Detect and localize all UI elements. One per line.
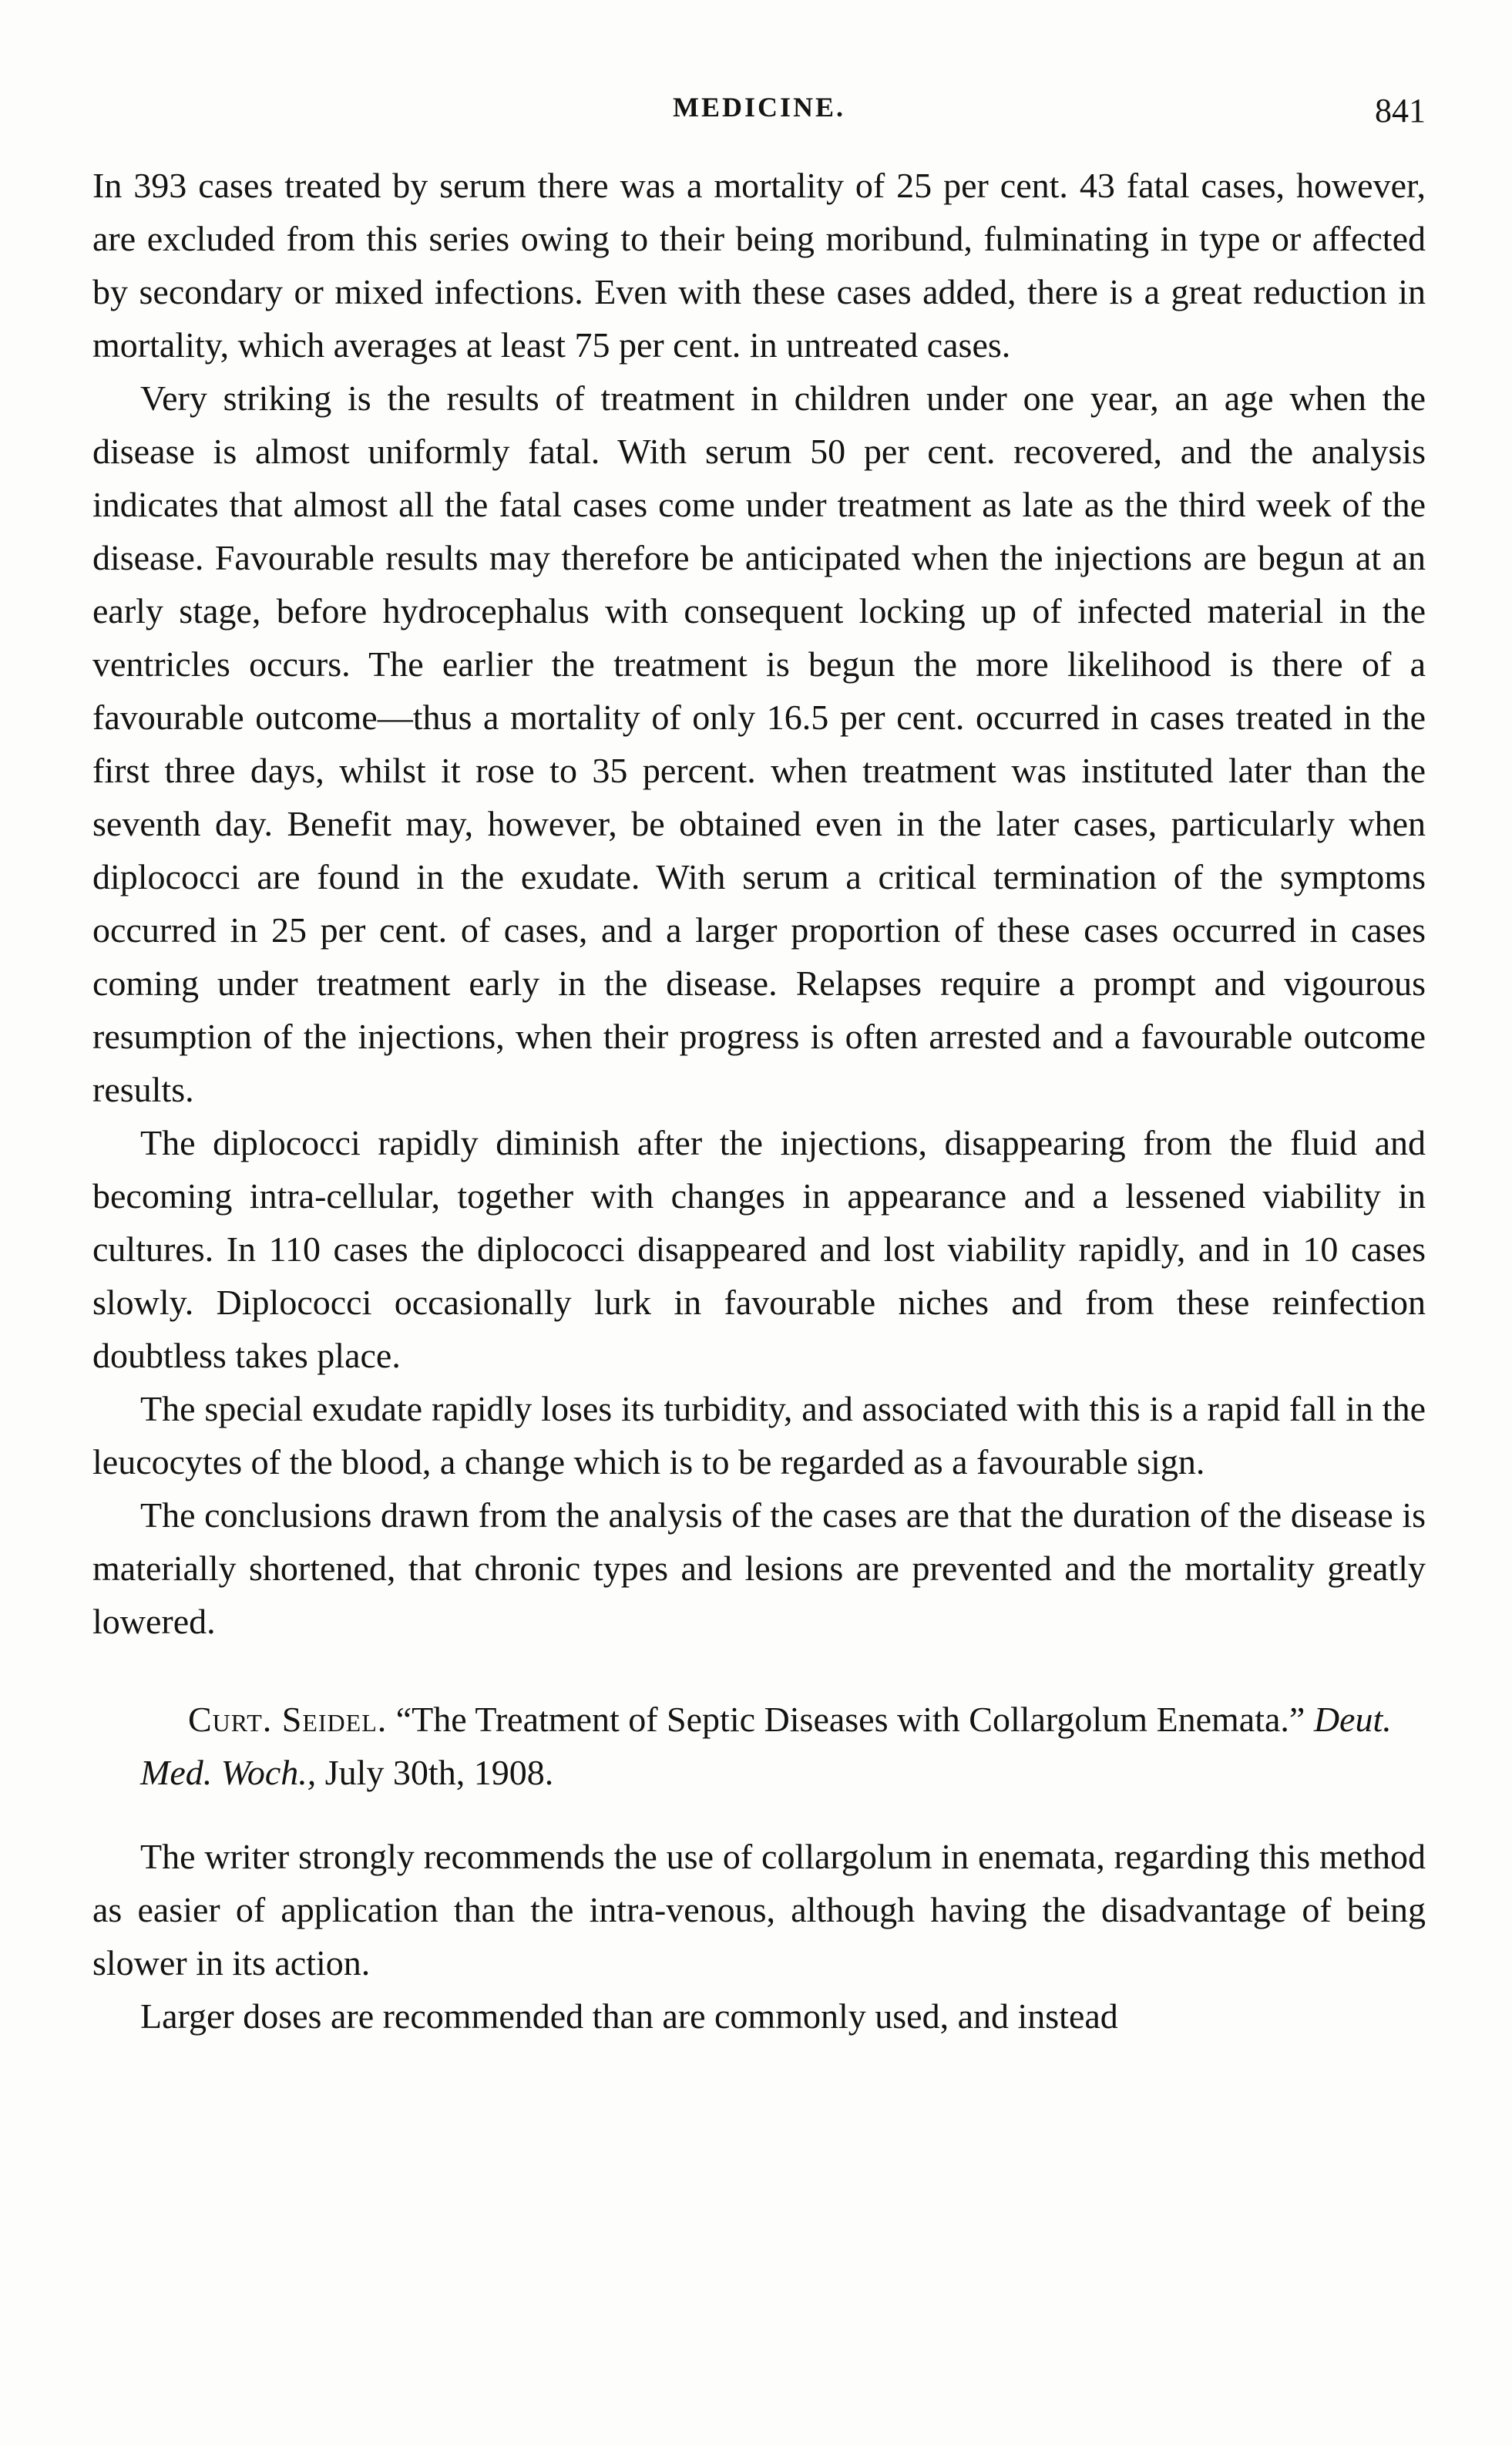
paragraph-exudate: The special exudate rapidly loses its turbidity, and associated with this is a rapid fall in the leucocytes of the blood, a change which is to be regarded as a favourable sign. <box>92 1389 1426 1481</box>
reference-title: “The Treatment of Septic Diseases with Collargolum Enemata.” <box>395 1700 1305 1739</box>
paragraph-larger-doses: Larger doses are recommended than are commonly used, and instead <box>140 1996 1118 2036</box>
page-header <box>92 91 1426 137</box>
reference-author: Curt. Seidel. <box>188 1700 388 1739</box>
bibliographic-reference <box>92 1693 1426 1799</box>
body-text <box>92 159 1426 2043</box>
reference-date: July 30th, 1908. <box>324 1753 554 1792</box>
paragraph-diplococci: The diplococci rapidly diminish after the injections, disappearing from the fluid and becoming intra-cellular, together with changes in appearance and a lessened viability in cultures. In 110 cases the diplococci disappeared and lost viability rapidly, and in 10 cases slowly. Diplococci occasionally lurk in favourable niches and from these reinfection doubtless takes place. <box>92 1123 1426 1375</box>
paragraph-children-results: Very striking is the results of treatment in children under one year, an age when the disease is almost uniformly fatal. With serum 50 per cent. recovered, and the analysis indicates that almost all the fatal cases come under treatment as late as the third week of the disease. Favourable results may therefore be anticipated when the injections are begun at an early stage, before hydrocephalus with consequent locking up of infected material in the ventricles occurs. The earlier the treatment is begun the more likelihood is there of a favourable outcome—thus a mortality of only 16.5 per cent. occurred in cases treated in the first three days, whilst it rose to 35 percent. when treatment was instituted later than the seventh day. Benefit may, however, be obtained even in the later cases, particularly when diplococci are found in the exudate. With serum a critical termination of the symptoms occurred in 25 per cent. of cases, and a larger proportion of these cases occurred in cases coming under treatment early in the disease. Relapses require a prompt and vigourous resumption of the injections, when their progress is often arrested and a favourable outcome results. <box>92 378 1426 1109</box>
paragraph-collargolum: The writer strongly recommends the use of collargolum in enemata, regarding this method as easier of application than the intra-venous, although having the disadvantage of being slower in its action. <box>92 1837 1426 1983</box>
paragraph-conclusions: The conclusions drawn from the analysis of the cases are that the duration of the disease is materially shortened, that chronic types and lesions are prevented and the mortality greatly lowered. <box>92 1495 1426 1641</box>
section-spacer <box>92 1648 1426 1693</box>
reference-spacer <box>92 1799 1426 1830</box>
running-title: MEDICINE. <box>672 92 845 123</box>
reference-journal: Deut. Med. Woch., <box>140 1700 1392 1792</box>
page-number: 841 <box>1375 92 1426 129</box>
paragraph-serum-mortality: In 393 cases treated by serum there was a mortality of 25 per cent. 43 fatal cases, however, are excluded from this series owing to their being moribund, fulminating in type or affected by secondary or mixed infections. Even with these cases added, there is a great reduction in mortality, which averages at least 75 per cent. in untreated cases. <box>92 166 1426 365</box>
